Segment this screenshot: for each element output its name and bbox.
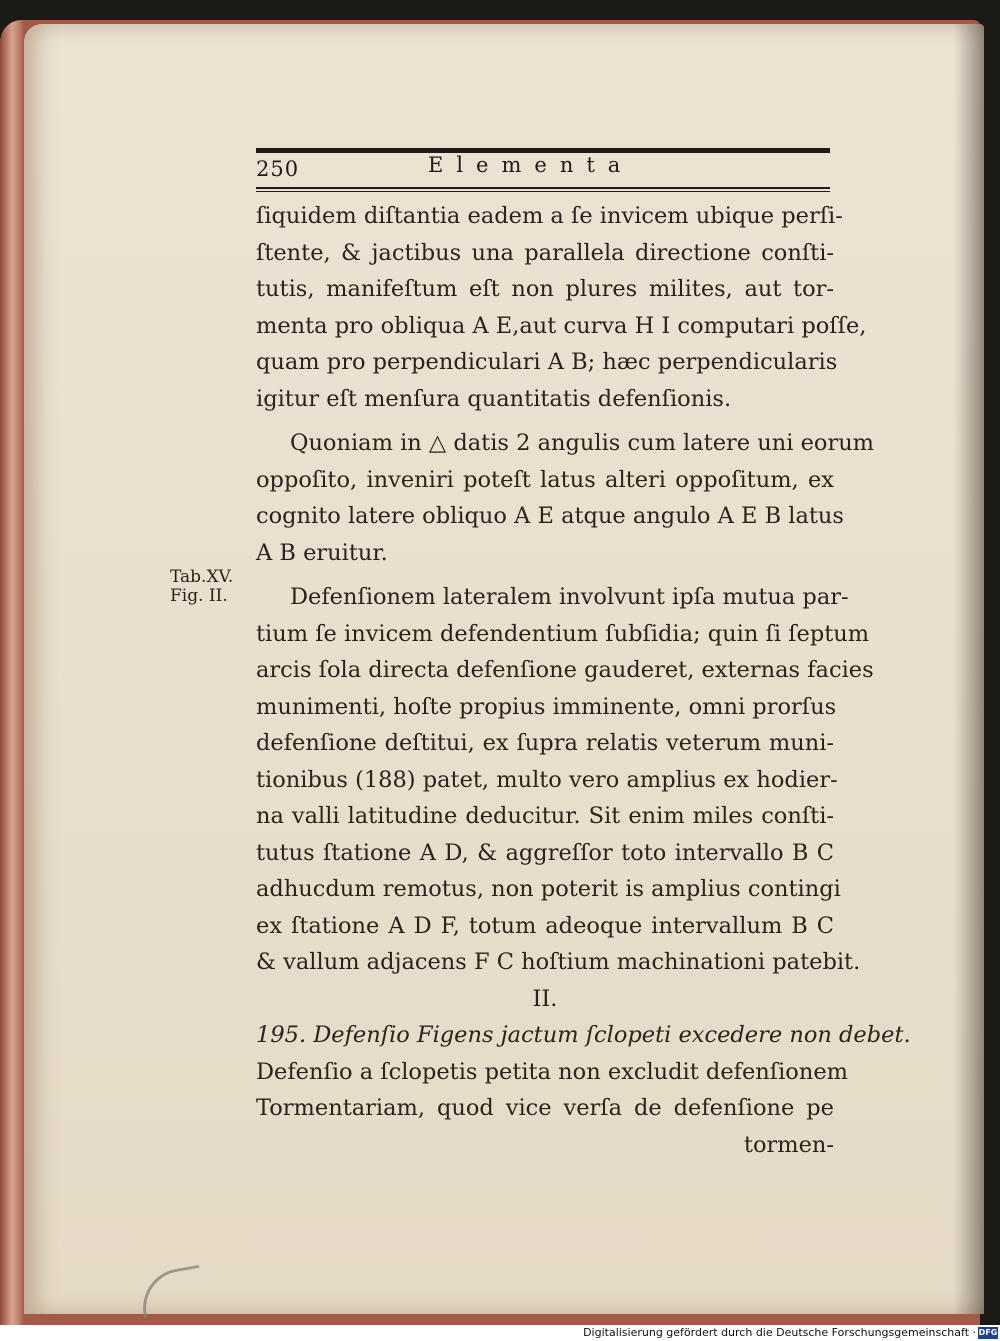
text-line: Defenſionem lateralem involvunt ipſa mutua par- (290, 584, 849, 610)
text-line: tium ſe invicem defendentium ſubſidia; quin ſi ſeptum (256, 620, 870, 647)
header-rule-bottom-thin (256, 191, 830, 192)
margin-note-figure: Fig. II. (170, 586, 228, 606)
text-line: Defenſio a ſclopetis petita non excludit defenſionem (256, 1058, 848, 1085)
page-number: 250 (256, 157, 300, 181)
running-head: Elementa (428, 153, 634, 177)
text-line: Tormentariam, quod vice verſa de defenſione pe (256, 1095, 834, 1121)
body-text (256, 198, 911, 1163)
gutter-shadow (954, 24, 984, 1314)
text-line: A B eruitur. (256, 539, 388, 566)
text-line: adhucdum remotus, non poterit is amplius contingi (256, 876, 841, 902)
text-line: tutus ſtatione A D, & aggreſſor toto intervallo B C (256, 839, 834, 866)
text-line: igitur eſt menſura quantitatis defenſionis. (256, 385, 732, 412)
header-rule-bottom (256, 187, 830, 189)
section-number: II. (532, 985, 558, 1012)
text-line: ſiquidem diſtantia eadem a ſe invicem ubique perſi- (256, 203, 843, 229)
text-line: ex ſtatione A D F, totum adeoque intervallum B C (256, 912, 834, 939)
margin-note (170, 568, 233, 606)
text-line: ſtente, & jactibus una parallela directione conſti- (256, 239, 834, 266)
text-line: arcis ſola directa defenſione gauderet, externas facies (256, 657, 874, 683)
text-line: cognito latere obliquo A E atque angulo A E B latus (256, 503, 844, 529)
text-line: menta pro obliqua A E,aut curva H I computari poſſe, (256, 312, 867, 339)
text-line: tutis, manifeſtum eſt non plures milites, aut tor- (256, 276, 834, 302)
margin-note-table: Tab.XV. (170, 567, 234, 587)
text-line: munimenti, hoſte propius imminente, omni prorſus (256, 693, 837, 720)
text-line: na valli latitudine deducitur. Sit enim miles conſti- (256, 803, 834, 829)
text-line: tionibus (188) patet, multo vero amplius ex hodier- (256, 766, 838, 793)
dfg-logo-icon: DFG (978, 1328, 998, 1337)
text-line: oppoſito, inveniri poteſt latus alteri oppoſitum, ex (256, 466, 834, 493)
text-line: & vallum adjacens F C hoſtium machinationi patebit. (256, 949, 861, 975)
text-line: quam pro perpendiculari A B; hæc perpendicularis (256, 349, 838, 375)
text-line: defenſione deſtitui, ex ſupra relatis veterum muni- (256, 730, 834, 756)
catchword: tormen- (743, 1131, 834, 1158)
digitization-credit: Digitalisierung gefördert durch die Deutsche Forschungsgemeinschaft · (583, 1326, 976, 1339)
text-line: Quoniam in △ datis 2 angulis cum latere uni eorum (290, 430, 875, 456)
section-heading: 195. Defenſio Figens jactum ſclopeti excedere non debet. (256, 1022, 911, 1048)
